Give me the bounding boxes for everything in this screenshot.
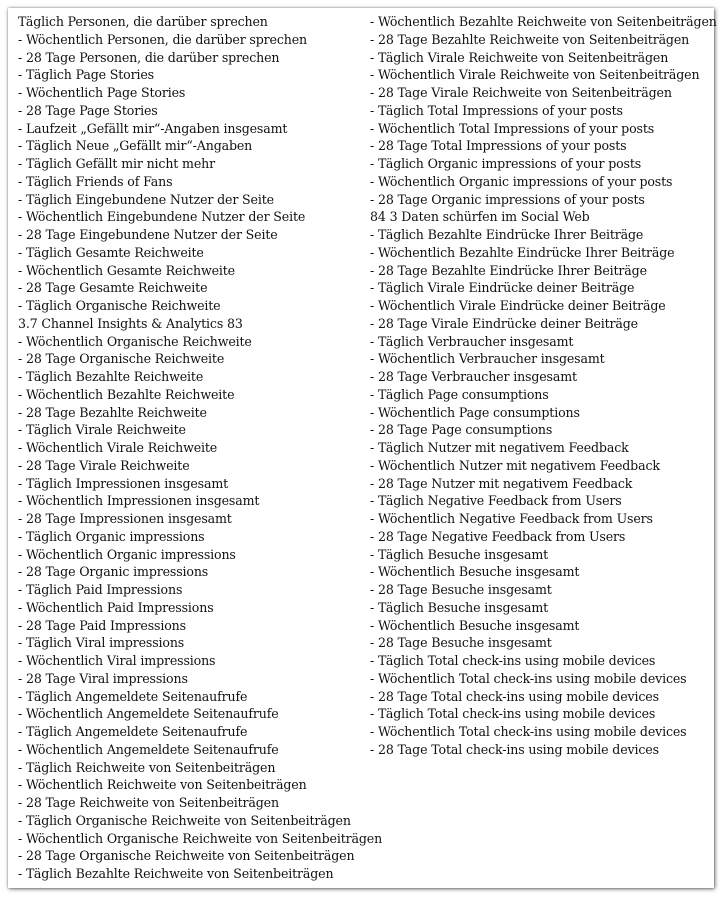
text-line: - Täglich Organic impressions of your posts (370, 156, 642, 171)
text-line: - Täglich Virale Reichweite von Seitenbeiträgen (370, 49, 669, 65)
text-line: - Wöchentlich Negative Feedback from Users (370, 511, 653, 526)
text-line: - Täglich Negative Feedback from Users (370, 493, 622, 509)
text-line: - Wöchentlich Organische Reichweite (18, 333, 252, 349)
text-line: - Wöchentlich Eingebundene Nutzer der Seite (18, 209, 306, 225)
text-line: - 28 Tage Page Stories (18, 102, 158, 118)
text-line: - Täglich Besuche insgesamt (370, 599, 549, 615)
text-line: - 28 Tage Bezahlte Eindrücke Ihrer Beiträge (370, 262, 647, 278)
text-line: - Wöchentlich Total check-ins using mobile devices (370, 724, 687, 739)
text-line: - Täglich Organic impressions (18, 528, 205, 544)
text-line: - Täglich Page Stories (18, 67, 154, 83)
text-line: - Wöchentlich Personen, die darüber sprechen (18, 31, 307, 47)
text-line: - 28 Tage Bezahlte Reichweite (18, 404, 207, 420)
text-line: - Wöchentlich Bezahlte Reichweite (18, 386, 235, 402)
text-line: - Täglich Reichweite von Seitenbeiträgen (18, 759, 276, 775)
text-line: - Täglich Paid Impressions (18, 582, 183, 597)
text-line: - Wöchentlich Page consumptions (370, 404, 580, 420)
text-line: - 28 Tage Virale Reichweite von Seitenbeiträgen (370, 85, 672, 100)
text-line: - 28 Tage Verbraucher insgesamt (370, 369, 577, 384)
left-column (18, 13, 382, 883)
text-line: - Täglich Nutzer mit negativem Feedback (370, 440, 629, 455)
text-line: - Wöchentlich Reichweite von Seitenbeiträgen (18, 777, 307, 793)
text-line: - 28 Tage Nutzer mit negativem Feedback (370, 475, 633, 491)
text-line: - Wöchentlich Organische Reichweite von Seitenbeiträgen (18, 830, 383, 846)
text-line: - Wöchentlich Besuche insgesamt (370, 617, 580, 633)
text-line: - 28 Tage Besuche insgesamt (370, 582, 552, 597)
text-line: - 28 Tage Eingebundene Nutzer der Seite (18, 227, 278, 242)
text-line: - Täglich Virale Reichweite (18, 422, 186, 438)
text-line: - Täglich Bezahlte Reichweite (18, 369, 204, 384)
text-line: - Wöchentlich Angemeldete Seitenaufrufe (18, 706, 279, 722)
text-line: - Wöchentlich Bezahlte Eindrücke Ihrer Beiträge (370, 244, 675, 260)
text-line: 3.7 Channel Insights & Analytics 83 (18, 315, 243, 331)
text-line: - 28 Tage Total check-ins using mobile devices (370, 741, 659, 757)
text-line: - Wöchentlich Besuche insgesamt (370, 564, 580, 580)
text-line: - Wöchentlich Organic impressions of your posts (370, 173, 673, 189)
text-line: - Täglich Viral impressions (18, 635, 185, 651)
text-line: - 28 Tage Reichweite von Seitenbeiträgen (18, 795, 279, 810)
text-line: - 28 Tage Personen, die darüber sprechen (18, 49, 280, 65)
text-line: - 28 Tage Negative Feedback from Users (370, 528, 626, 544)
text-line: - Täglich Gefällt mir nicht mehr (18, 156, 215, 171)
text-line: - Täglich Angemeldete Seitenaufrufe (18, 724, 248, 739)
text-line: - Wöchentlich Bezahlte Reichweite von Seitenbeiträgen (370, 14, 717, 29)
text-line: - 28 Tage Organische Reichweite von Seitenbeiträgen (18, 848, 355, 864)
text-line: - 28 Tage Organic impressions (18, 564, 209, 580)
text-line: - Täglich Total check-ins using mobile devices (370, 706, 656, 722)
text-line: - 28 Tage Viral impressions (18, 670, 188, 686)
text-line: Täglich Personen, die darüber sprechen (18, 14, 268, 29)
text-line: - Täglich Impressionen insgesamt (18, 475, 229, 491)
text-line: - Täglich Organische Reichweite (18, 298, 221, 313)
document-page (8, 8, 717, 888)
text-line: - Wöchentlich Impressionen insgesamt (18, 493, 260, 509)
text-line: - Wöchentlich Viral impressions (18, 653, 216, 668)
text-line: - 28 Tage Organische Reichweite (18, 351, 225, 367)
text-line: - Täglich Angemeldete Seitenaufrufe (18, 688, 248, 704)
text-line: - 28 Tage Paid Impressions (18, 617, 186, 633)
text-line: - Laufzeit „Gefällt mir“-Angaben insgesamt (18, 120, 288, 136)
text-line: - Täglich Total check-ins using mobile devices (370, 653, 656, 668)
text-line: - Täglich Virale Eindrücke deiner Beiträge (370, 280, 635, 296)
text-line: - Täglich Bezahlte Eindrücke Ihrer Beiträge (370, 227, 644, 242)
text-line: - 28 Tage Bezahlte Reichweite von Seitenbeiträgen (370, 31, 690, 47)
right-column (370, 13, 717, 759)
text-line: - Täglich Gesamte Reichweite (18, 244, 204, 260)
text-line: - Täglich Organische Reichweite von Seitenbeiträgen (18, 812, 351, 828)
text-line: - 28 Tage Total Impressions of your posts (370, 138, 627, 154)
text-line: - Wöchentlich Angemeldete Seitenaufrufe (18, 741, 279, 757)
text-line: - Täglich Verbraucher insgesamt (370, 333, 574, 349)
text-line: - Täglich Bezahlte Reichweite von Seitenbeiträgen (18, 866, 334, 881)
text-line: - 28 Tage Page consumptions (370, 422, 553, 438)
text-line: - 28 Tage Besuche insgesamt (370, 635, 552, 651)
text-line: - Wöchentlich Virale Eindrücke deiner Beiträge (370, 298, 666, 313)
text-line: 84 3 Daten schürfen im Social Web (370, 209, 590, 225)
text-line: - Täglich Page consumptions (370, 386, 549, 402)
text-line: - Wöchentlich Gesamte Reichweite (18, 262, 235, 278)
text-line: - 28 Tage Total check-ins using mobile devices (370, 688, 659, 704)
text-line: - Wöchentlich Total check-ins using mobile devices (370, 670, 687, 686)
text-line: - Wöchentlich Organic impressions (18, 546, 236, 562)
text-line: - 28 Tage Organic impressions of your posts (370, 191, 645, 207)
text-line: - Täglich Total Impressions of your posts (370, 102, 623, 118)
text-line: - Wöchentlich Paid Impressions (18, 599, 214, 615)
text-line: - Wöchentlich Total Impressions of your posts (370, 120, 655, 136)
text-line: - Wöchentlich Page Stories (18, 85, 186, 100)
text-line: - Täglich Friends of Fans (18, 173, 173, 189)
text-line: - Wöchentlich Virale Reichweite (18, 440, 218, 455)
text-line: - 28 Tage Gesamte Reichweite (18, 280, 208, 296)
text-line: - 28 Tage Virale Reichweite (18, 457, 190, 473)
text-line: - 28 Tage Impressionen insgesamt (18, 511, 232, 526)
text-line: - Täglich Eingebundene Nutzer der Seite (18, 191, 274, 207)
text-line: - Täglich Neue „Gefällt mir“-Angaben (18, 138, 253, 154)
text-line: - Wöchentlich Virale Reichweite von Seitenbeiträgen (370, 67, 700, 83)
text-line: - 28 Tage Virale Eindrücke deiner Beiträge (370, 315, 638, 331)
text-line: - Wöchentlich Nutzer mit negativem Feedback (370, 457, 660, 473)
text-line: - Wöchentlich Verbraucher insgesamt (370, 351, 605, 367)
text-line: - Täglich Besuche insgesamt (370, 546, 549, 562)
